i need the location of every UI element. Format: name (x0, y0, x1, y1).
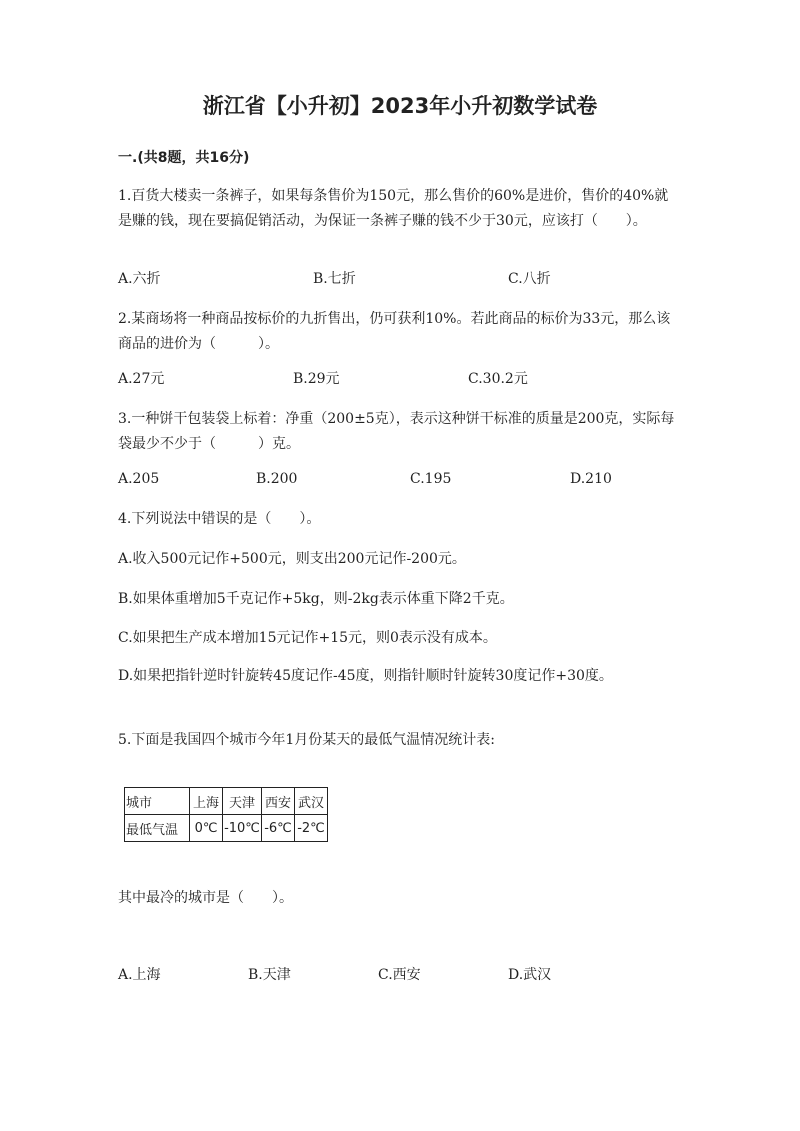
question-4-choice-a[interactable]: A.收入500元记作+500元，则支出200元记作-200元。 (118, 551, 466, 567)
question-1-option-b[interactable]: B.七折 (313, 271, 356, 287)
table-cell: 上海 (190, 788, 223, 815)
question-3-option-c[interactable]: C.195 (410, 471, 452, 487)
question-3-option-d[interactable]: D.210 (570, 471, 612, 487)
table-cell: -6℃ (262, 815, 295, 842)
question-5-option-c[interactable]: C.西安 (378, 967, 421, 983)
question-5-options (118, 964, 678, 986)
table-cell: 武汉 (295, 788, 328, 815)
question-1-option-a[interactable]: A.六折 (118, 271, 161, 287)
table-row (125, 815, 328, 842)
question-3-option-b[interactable]: B.200 (256, 471, 298, 487)
question-5-question: 其中最冷的城市是（ ）。 (118, 890, 293, 906)
question-2-option-a[interactable]: A.27元 (118, 371, 165, 387)
question-3-option-a[interactable]: A.205 (118, 471, 160, 487)
table-header-row (125, 788, 328, 815)
question-5-option-b[interactable]: B.天津 (248, 967, 291, 983)
question-3-text: 3.一种饼干包装袋上标着：净重（200±5克），表示这种饼干标准的质量是200克，实际每袋最少不少于（ ）克。 (118, 411, 675, 452)
question-5-option-d[interactable]: D.武汉 (508, 967, 552, 983)
question-1-option-c[interactable]: C.八折 (508, 271, 551, 287)
question-4-text: 4.下列说法中错误的是（ ）。 (118, 511, 321, 527)
section-heading: 一.(共8题，共16分) (118, 150, 250, 166)
question-3-options (118, 468, 678, 490)
exam-title: 浙江省【小升初】2023年小升初数学试卷 (202, 94, 598, 118)
table-cell: -2℃ (295, 815, 328, 842)
table-cell: 0℃ (190, 815, 223, 842)
question-2-text: 2.某商场将一种商品按标价的九折售出，仍可获利10%。若此商品的标价为33元，那么该商品的进价为（ ）。 (118, 311, 671, 352)
question-1-text: 1.百货大楼卖一条裤子，如果每条售价为150元，那么售价的60%是进价，售价的40%就是赚的钱，现在要搞促销活动，为保证一条裤子赚的钱不少于30元，应该打（ ）。 (118, 188, 669, 229)
question-5-text: 5.下面是我国四个城市今年1月份某天的最低气温情况统计表: (118, 732, 495, 748)
table-cell: 最低气温 (125, 815, 190, 842)
question-2-option-b[interactable]: B.29元 (293, 371, 340, 387)
table-cell: 城市 (125, 788, 190, 815)
question-1-options (118, 268, 678, 290)
temperature-table-wrap (124, 787, 328, 842)
temperature-table (124, 787, 328, 842)
question-5-option-a[interactable]: A.上海 (118, 967, 161, 983)
table-cell: -10℃ (223, 815, 262, 842)
question-2-option-c[interactable]: C.30.2元 (468, 371, 528, 387)
question-4-choice-d[interactable]: D.如果把指针逆时针旋转45度记作-45度，则指针顺时针旋转30度记作+30度。 (118, 668, 613, 684)
question-4-choice-b[interactable]: B.如果体重增加5千克记作+5kg，则-2kg表示体重下降2千克。 (118, 591, 514, 607)
question-2-options (118, 368, 678, 390)
table-cell: 西安 (262, 788, 295, 815)
table-cell: 天津 (223, 788, 262, 815)
question-4-choice-c[interactable]: C.如果把生产成本增加15元记作+15元，则0表示没有成本。 (118, 630, 497, 646)
